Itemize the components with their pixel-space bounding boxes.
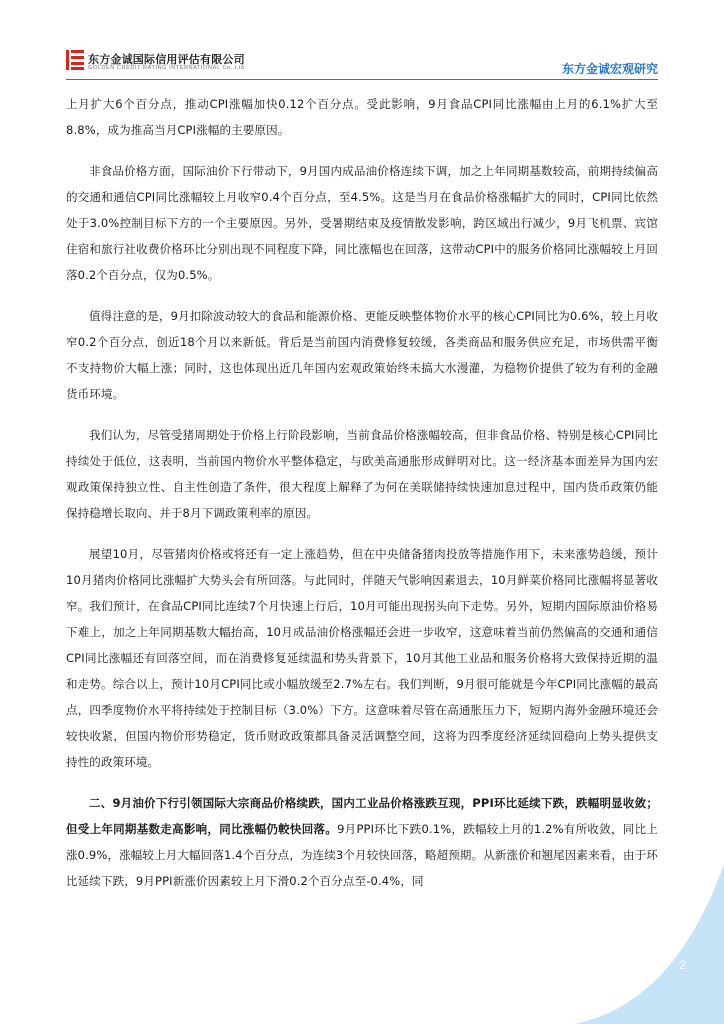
page-header xyxy=(0,0,724,82)
company-logo-icon xyxy=(66,50,84,70)
document-body xyxy=(66,91,658,909)
paragraph-3: 值得注意的是，9月扣除波动较大的食品和能源价格、更能反映整体物价水平的核心CPI同比为0.6%，较上月收窄0.2个百分点，创近18个月以来新低。背后是当前国内消费修复较缓，各类商品和服务供应充足，市场供需平衡不支持物价大幅上涨；同时，这也体现出近几年国内宏观政策始终未搞大水漫灌，为稳物价提供了较为有利的金融货币环境。 xyxy=(66,309,658,401)
section-2-heading: 二、9月油价下行引领国际大宗商品价格续跌，国内工业品价格涨跌互现，PPI环比延续下跌，跌幅明显收敛；但受上年同期基数走高影响，同比涨幅仍較快回落。 xyxy=(66,796,658,836)
paragraph-1: 上月扩大6个百分点，推动CPI涨幅加快0.12个百分点。受此影响，9月食品CPI同比涨幅由上月的6.1%扩大至8.8%，成为推高当月CPI涨幅的主要原因。 xyxy=(66,97,658,137)
section-2-text: 9月PPI环比下跌0.1%，跌幅较上月的1.2%有所收敛，同比上涨0.9%，涨幅较上月大幅回落1.4个百分点，为连续3个月较快回落，略超预期。从新涨价和翘尾因素来看，由于环比延续下跌，9月PPI新涨价因素较上月下滑0.2个百分点至-0.4%，同 xyxy=(66,822,659,888)
report-series-title: 东方金诚宏观研究 xyxy=(561,62,658,76)
company-name-cn: 东方金诚国际信用评估有限公司 xyxy=(88,53,245,66)
company-name-en: GOLDEN CREDIT RATING INTERNATIONAL Co.,Ltd. xyxy=(88,65,247,71)
paragraph-5: 展望10月，尽管猪肉价格或将还有一定上涨趋势，但在中央储备猪肉投放等措施作用下，未来涨势趋缓，预计10月猪肉价格同比涨幅扩大势头会有所回落。与此同时，伴随天气影响因素退去，10月鲜菜价格同比涨幅将显著收窄。我们预计，在食品CPI同比连续7个月快速上行后，10月可能出现拐头向下走势。另外，短期内国际原油价格易下难上，加之上年同期基数大幅抬高，10月成品油价格涨幅还会进一步收窄，这意味着当前仍然偏高的交通和通信CPI同比涨幅还有回落空间，而在消费修复延续温和势头背景下，10月其他工业品和服务价格将大致保持近期的温和走势。综合以上，预计10月CPI同比或小幅放缓至2.7%左右。我们判断，9月很可能就是今年CPI同比涨幅的最高点，四季度物价水平将持续处于控制目标（3.0%）下方。这意味着尽管在高通胀压力下，短期内海外金融环境还会较快收紧，但国内物价形势稳定，货币财政政策都具备灵活调整空间，这将为四季度经济延续回稳向上势头提供支持性的政策环境。 xyxy=(66,547,658,769)
header-divider xyxy=(66,79,658,80)
corner-decoration xyxy=(574,864,724,1024)
section-2-paragraph xyxy=(66,790,658,894)
page-number: 2 xyxy=(679,958,686,972)
paragraph-4: 我们认为，尽管受猪周期处于价格上行阶段影响，当前食品价格涨幅较高，但非食品价格、特别是核心CPI同比持续处于低位，这表明，当前国内物价水平整体稳定，与欧美高通胀形成鲜明对比。这一经济基本面差异为国内宏观政策保持独立性、自主性创造了条件，很大程度上解释了为何在美联储持续快速加息过程中，国内货币政策仍能保持稳增长取向、并于8月下调政策利率的原因。 xyxy=(66,428,658,520)
paragraph-2: 非食品价格方面，国际油价下行带动下，9月国内成品油价格连续下调，加之上年同期基数较高，前期持续偏高的交通和通信CPI同比涨幅较上月收窄0.4个百分点，至4.5%。这是当月在食品价格涨幅扩大的同时，CPI同比依然处于3.0%控制目标下方的一个主要原因。另外，受暑期结束及疫情散发影响，跨区域出行减少，9月飞机票、宾馆住宿和旅行社收费价格环比分别出现不同程度下降，同比涨幅也在回落，这带动CPI中的服务价格同比涨幅较上月回落0.2个百分点，仅为0.5%。 xyxy=(66,164,658,282)
